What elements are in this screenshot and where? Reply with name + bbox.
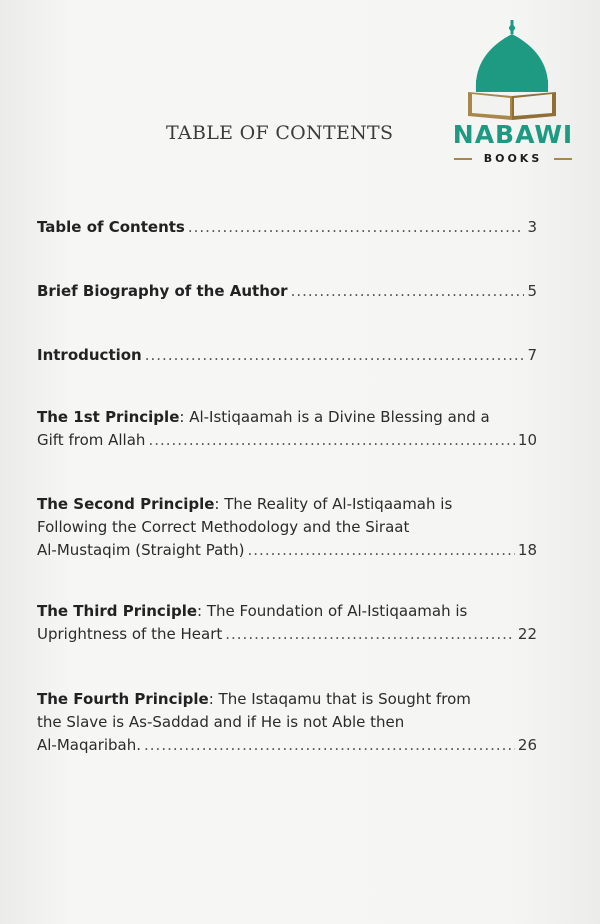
toc-page-number: 3 <box>527 218 537 236</box>
toc-entry-title: Table of Contents <box>37 218 185 236</box>
toc-entry-lead: The Second Principle <box>37 495 215 513</box>
toc-entry-text: Gift from Allah <box>37 431 146 449</box>
logo-wordmark: NABAWI <box>452 120 574 149</box>
toc-entry-text: : The Foundation of Al-Istiqaamah is <box>197 602 468 620</box>
page-title: TABLE OF CONTENTS <box>166 122 394 144</box>
toc-entry-text: Al-Maqaribah. <box>37 736 142 754</box>
toc-entry-fourth-principle[interactable] <box>37 688 537 757</box>
toc-page-number: 7 <box>527 346 537 364</box>
toc-entry-text: Following the Correct Methodology and the Siraat <box>37 518 410 536</box>
toc-entry-title: Introduction <box>37 346 142 364</box>
toc-entry-table-of-contents[interactable] <box>37 216 537 239</box>
dot-leader <box>248 539 515 562</box>
toc-entry-text: : Al-Istiqaamah is a Divine Blessing and a <box>179 408 490 426</box>
logo-subtitle: BOOKS <box>483 152 543 165</box>
toc-page-number: 26 <box>517 736 537 754</box>
toc-entry-text: : The Istaqamu that is Sought from <box>208 690 471 708</box>
toc-entry-third-principle[interactable] <box>37 600 537 646</box>
toc-entry-second-principle[interactable] <box>37 493 537 562</box>
toc-entry-text: the Slave is As-Saddad and if He is not Able then <box>37 713 405 731</box>
toc-entry-text: Uprightness of the Heart <box>37 625 223 643</box>
dot-leader <box>144 734 515 757</box>
toc-entry-introduction[interactable] <box>37 344 537 367</box>
toc-entry-brief-biography[interactable] <box>37 280 537 303</box>
toc-page-number: 22 <box>517 625 537 643</box>
dot-leader <box>145 344 525 367</box>
toc-entry-text: Al-Mustaqim (Straight Path) <box>37 541 245 559</box>
toc-entry-lead: The Third Principle <box>37 602 198 620</box>
toc-page-number: 18 <box>517 541 537 559</box>
dot-leader <box>148 429 514 452</box>
dot-leader <box>291 280 525 303</box>
toc-entry-first-principle[interactable] <box>37 406 537 452</box>
toc-page-number: 5 <box>527 282 537 300</box>
dot-leader <box>225 623 515 646</box>
toc-entry-lead: The Fourth Principle <box>37 690 209 708</box>
toc-entry-text: : The Reality of Al-Istiqaamah is <box>214 495 453 513</box>
toc-page-number: 10 <box>517 431 537 449</box>
toc-entry-title: Brief Biography of the Author <box>37 282 288 300</box>
dot-leader <box>188 216 525 239</box>
toc-entry-lead: The 1st Principle <box>37 408 180 426</box>
